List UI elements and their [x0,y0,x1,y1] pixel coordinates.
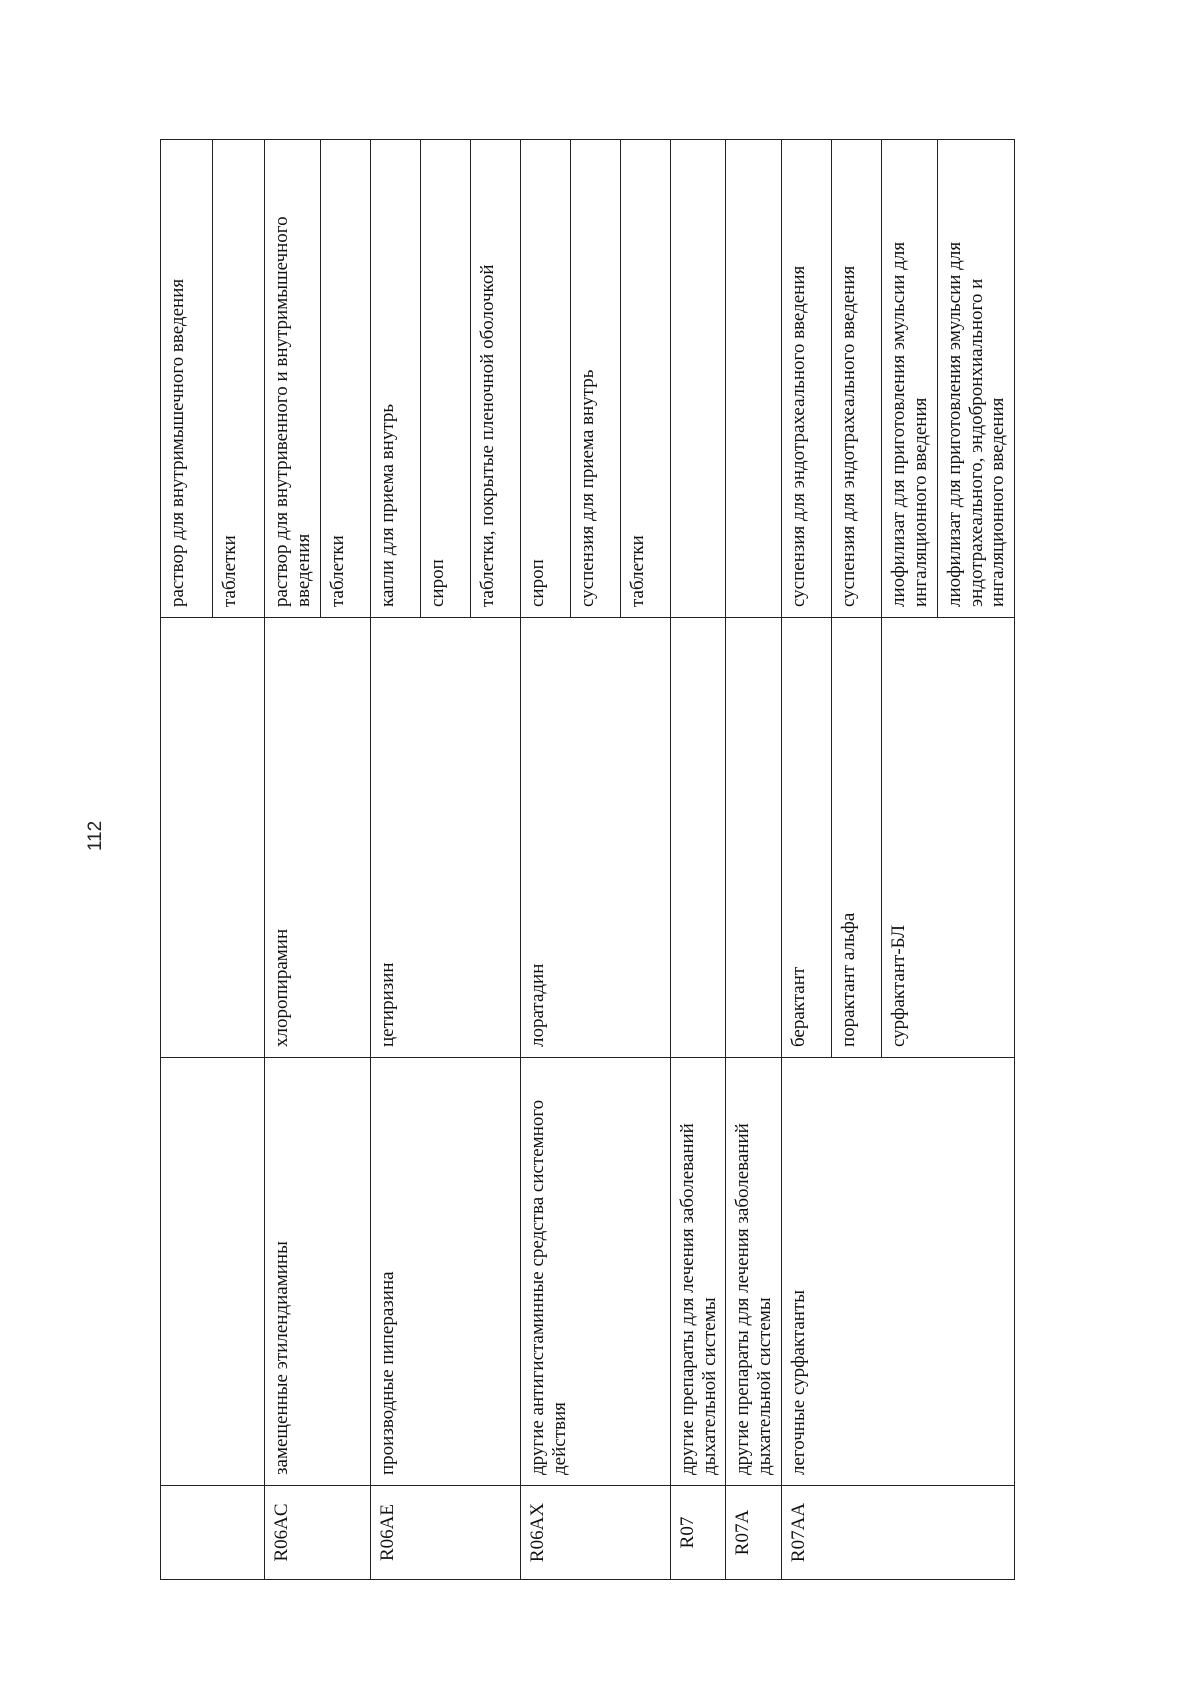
form-cell: сироп [520,140,570,618]
inn-cell: берактант [782,618,832,1058]
form-cell: раствор для внутривенного и внутримышечного введения [265,140,321,618]
group-cell [161,1058,265,1486]
group-cell: замещенные этилендиамины [265,1058,371,1486]
code-cell: R06AE [370,1486,520,1580]
form-cell [726,140,782,618]
table-row [520,140,570,1580]
page-number: 112 [85,820,106,852]
code-cell: R07AA [782,1486,1015,1580]
group-cell: производные пиперазина [370,1058,520,1486]
code-cell [161,1486,265,1580]
code-cell: R07A [726,1486,782,1580]
inn-cell: лоратадин [520,618,670,1058]
inn-cell: сурфактант-БЛ [882,618,1015,1058]
inn-cell [161,618,265,1058]
inn-cell: цетиризин [370,618,520,1058]
table-row [161,140,213,1580]
form-cell: таблетки, покрытые пленочной оболочкой [470,140,520,618]
form-cell: таблетки [320,140,370,618]
table-row [670,140,726,1580]
drug-table [160,139,1015,1580]
code-cell: R07 [670,1486,726,1580]
form-cell [670,140,726,618]
inn-cell: порактант альфа [832,618,882,1058]
group-cell: другие препараты для лечения заболеваний дыхательной системы [726,1058,782,1486]
form-cell: сироп [420,140,470,618]
form-cell: таблетки [620,140,670,618]
inn-cell [670,618,726,1058]
table-row [265,140,321,1580]
drug-table-container [160,140,1120,1580]
table-row [370,140,420,1580]
form-cell: капли для приема внутрь [370,140,420,618]
form-cell: таблетки [213,140,265,618]
form-cell: суспензия для эндотрахеального введения [782,140,832,618]
form-cell: суспензия для эндотрахеального введения [832,140,882,618]
form-cell: лиофилизат для приготовления эмульсии для эндотрахеального, эндобронхиального и ингаляционного введения [937,140,1015,618]
code-cell: R06AX [520,1486,670,1580]
table-row [782,140,832,1580]
form-cell: раствор для внутримышечного введения [161,140,213,618]
group-cell: легочные сурфактанты [782,1058,1015,1486]
table-row [726,140,782,1580]
group-cell: другие антигистаминные средства системного действия [520,1058,670,1486]
inn-cell: хлоропирамин [265,618,371,1058]
form-cell: суспензия для приема внутрь [570,140,620,618]
inn-cell [726,618,782,1058]
group-cell: другие препараты для лечения заболеваний дыхательной системы [670,1058,726,1486]
code-cell: R06AC [265,1486,371,1580]
form-cell: лиофилизат для приготовления эмульсии для ингаляционного введения [882,140,938,618]
rotated-table-frame [160,140,1120,1580]
